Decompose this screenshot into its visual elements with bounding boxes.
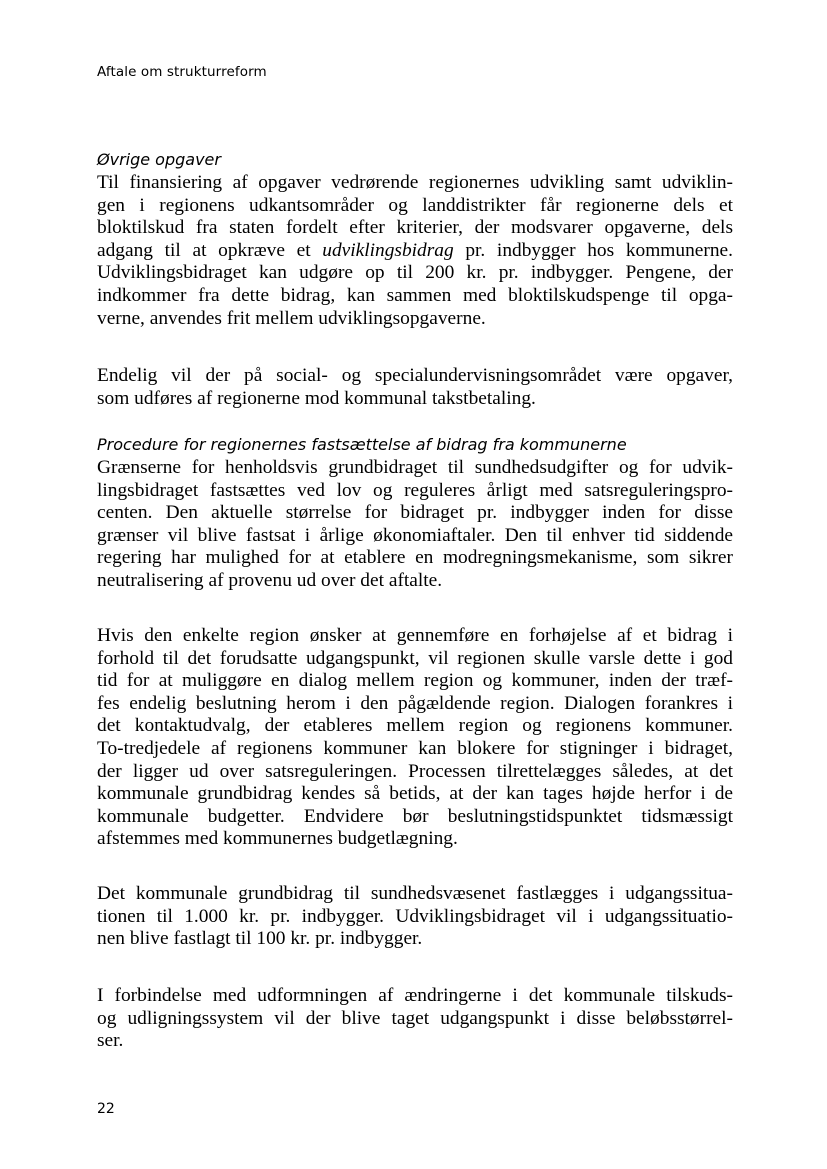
emphasized-term: udviklingsbidrag bbox=[322, 239, 454, 261]
text-line: det kontaktudvalg, der etableres mellem region og regionens kommuner. bbox=[97, 715, 733, 737]
paragraph-social-tasks bbox=[97, 365, 733, 410]
text-line: Hvis den enkelte region ønsker at gennemføre en forhøjelse af et bidrag i bbox=[97, 625, 733, 646]
text-line: ser. bbox=[97, 1030, 124, 1052]
text-line: Udviklingsbidraget kan udgøre op til 200 kr. pr. indbygger. Pengene, der bbox=[97, 262, 733, 284]
text-line: grænser vil blive fastsat i årlige økonomiaftaler. Den til enhver tid siddende bbox=[97, 524, 733, 546]
text-line: verne, anvendes frit mellem udviklingsopgaverne. bbox=[97, 307, 486, 329]
text-line: To-tredjedele af regionens kommuner kan blokere for stigninger i bidraget, bbox=[97, 737, 733, 759]
text-line: kommunale budgetter. Endvidere bør beslutningstidspunktet tidsmæssigt bbox=[97, 805, 733, 827]
text-line: afstemmes med kommunernes budgetlægning. bbox=[97, 828, 458, 850]
text-line: bloktilskud fra staten fordelt efter kriterier, der modsvarer opgaverne, dels bbox=[97, 217, 733, 239]
text-line: gen i regionens udkantsområder og landdistrikter får regionerne dels et bbox=[97, 194, 733, 216]
text-line: Det kommunale grundbidrag til sundhedsvæsenet fastlægges i udgangssitua- bbox=[97, 883, 733, 904]
text-line: Grænserne for henholdsvis grundbidraget til sundhedsudgifter og for udvik- bbox=[97, 457, 733, 478]
paragraph-equalization bbox=[97, 985, 733, 1053]
text-line: fes endelig beslutning herom i den pågældende region. Dialogen forankres i bbox=[97, 692, 733, 714]
text-line: tid for at muliggøre en dialog mellem region og kommuner, inden der træf- bbox=[97, 670, 733, 692]
page-number: 22 bbox=[97, 1101, 115, 1117]
section-heading-procedure: Procedure for regionernes fastsættelse af bidrag fra kommunerne bbox=[97, 435, 627, 454]
text-line: I forbindelse med udformningen af ændringerne i det kommunale tilskuds- bbox=[97, 985, 733, 1006]
text-line: centen. Den aktuelle størrelse for bidraget pr. indbygger inden for disse bbox=[97, 502, 733, 524]
text-line: regering har mulighed for at etablere en modregningsmekanisme, som sikrer bbox=[97, 547, 733, 569]
text-line: som udføres af regionerne mod kommunal takstbetaling. bbox=[97, 387, 536, 409]
paragraph-limits bbox=[97, 457, 733, 593]
text-line: Til finansiering af opgaver vedrørende regionernes udvikling samt udviklin- bbox=[97, 172, 733, 193]
text-line: tionen til 1.000 kr. pr. indbygger. Udviklingsbidraget vil i udgangssituatio- bbox=[97, 905, 733, 927]
text-line: lingsbidraget fastsættes ved lov og reguleres årligt med satsreguleringspro- bbox=[97, 479, 733, 501]
text-line: adgang til at opkræve et udviklingsbidrag pr. indbygger hos kommunerne. bbox=[97, 239, 733, 261]
running-header: Aftale om strukturreform bbox=[97, 64, 267, 80]
text-line: Endelig vil der på social- og specialundervisningsområdet være opgaver, bbox=[97, 365, 733, 386]
paragraph-initial-amounts bbox=[97, 883, 733, 951]
text-line: og udligningssystem vil der blive taget udgangspunkt i disse beløbsstørrel- bbox=[97, 1007, 733, 1029]
text-line: nen blive fastlagt til 100 kr. pr. indbygger. bbox=[97, 928, 423, 950]
section-heading-ovrige-opgaver: Øvrige opgaver bbox=[97, 150, 221, 169]
paragraph-financing bbox=[97, 172, 733, 330]
text-line: neutralisering af provenu ud over det aftalte. bbox=[97, 569, 443, 591]
paragraph-region-increase bbox=[97, 625, 733, 851]
text-line: forhold til det forudsatte udgangspunkt, vil regionen skulle varsle dette i god bbox=[97, 647, 733, 669]
text-line: indkommer fra dette bidrag, kan sammen med bloktilskudspenge til opga- bbox=[97, 284, 733, 306]
text-line: kommunale grundbidrag kendes så betids, at der kan tages højde herfor i de bbox=[97, 783, 733, 805]
text-line: der ligger ud over satsreguleringen. Processen tilrettelægges således, at det bbox=[97, 760, 733, 782]
